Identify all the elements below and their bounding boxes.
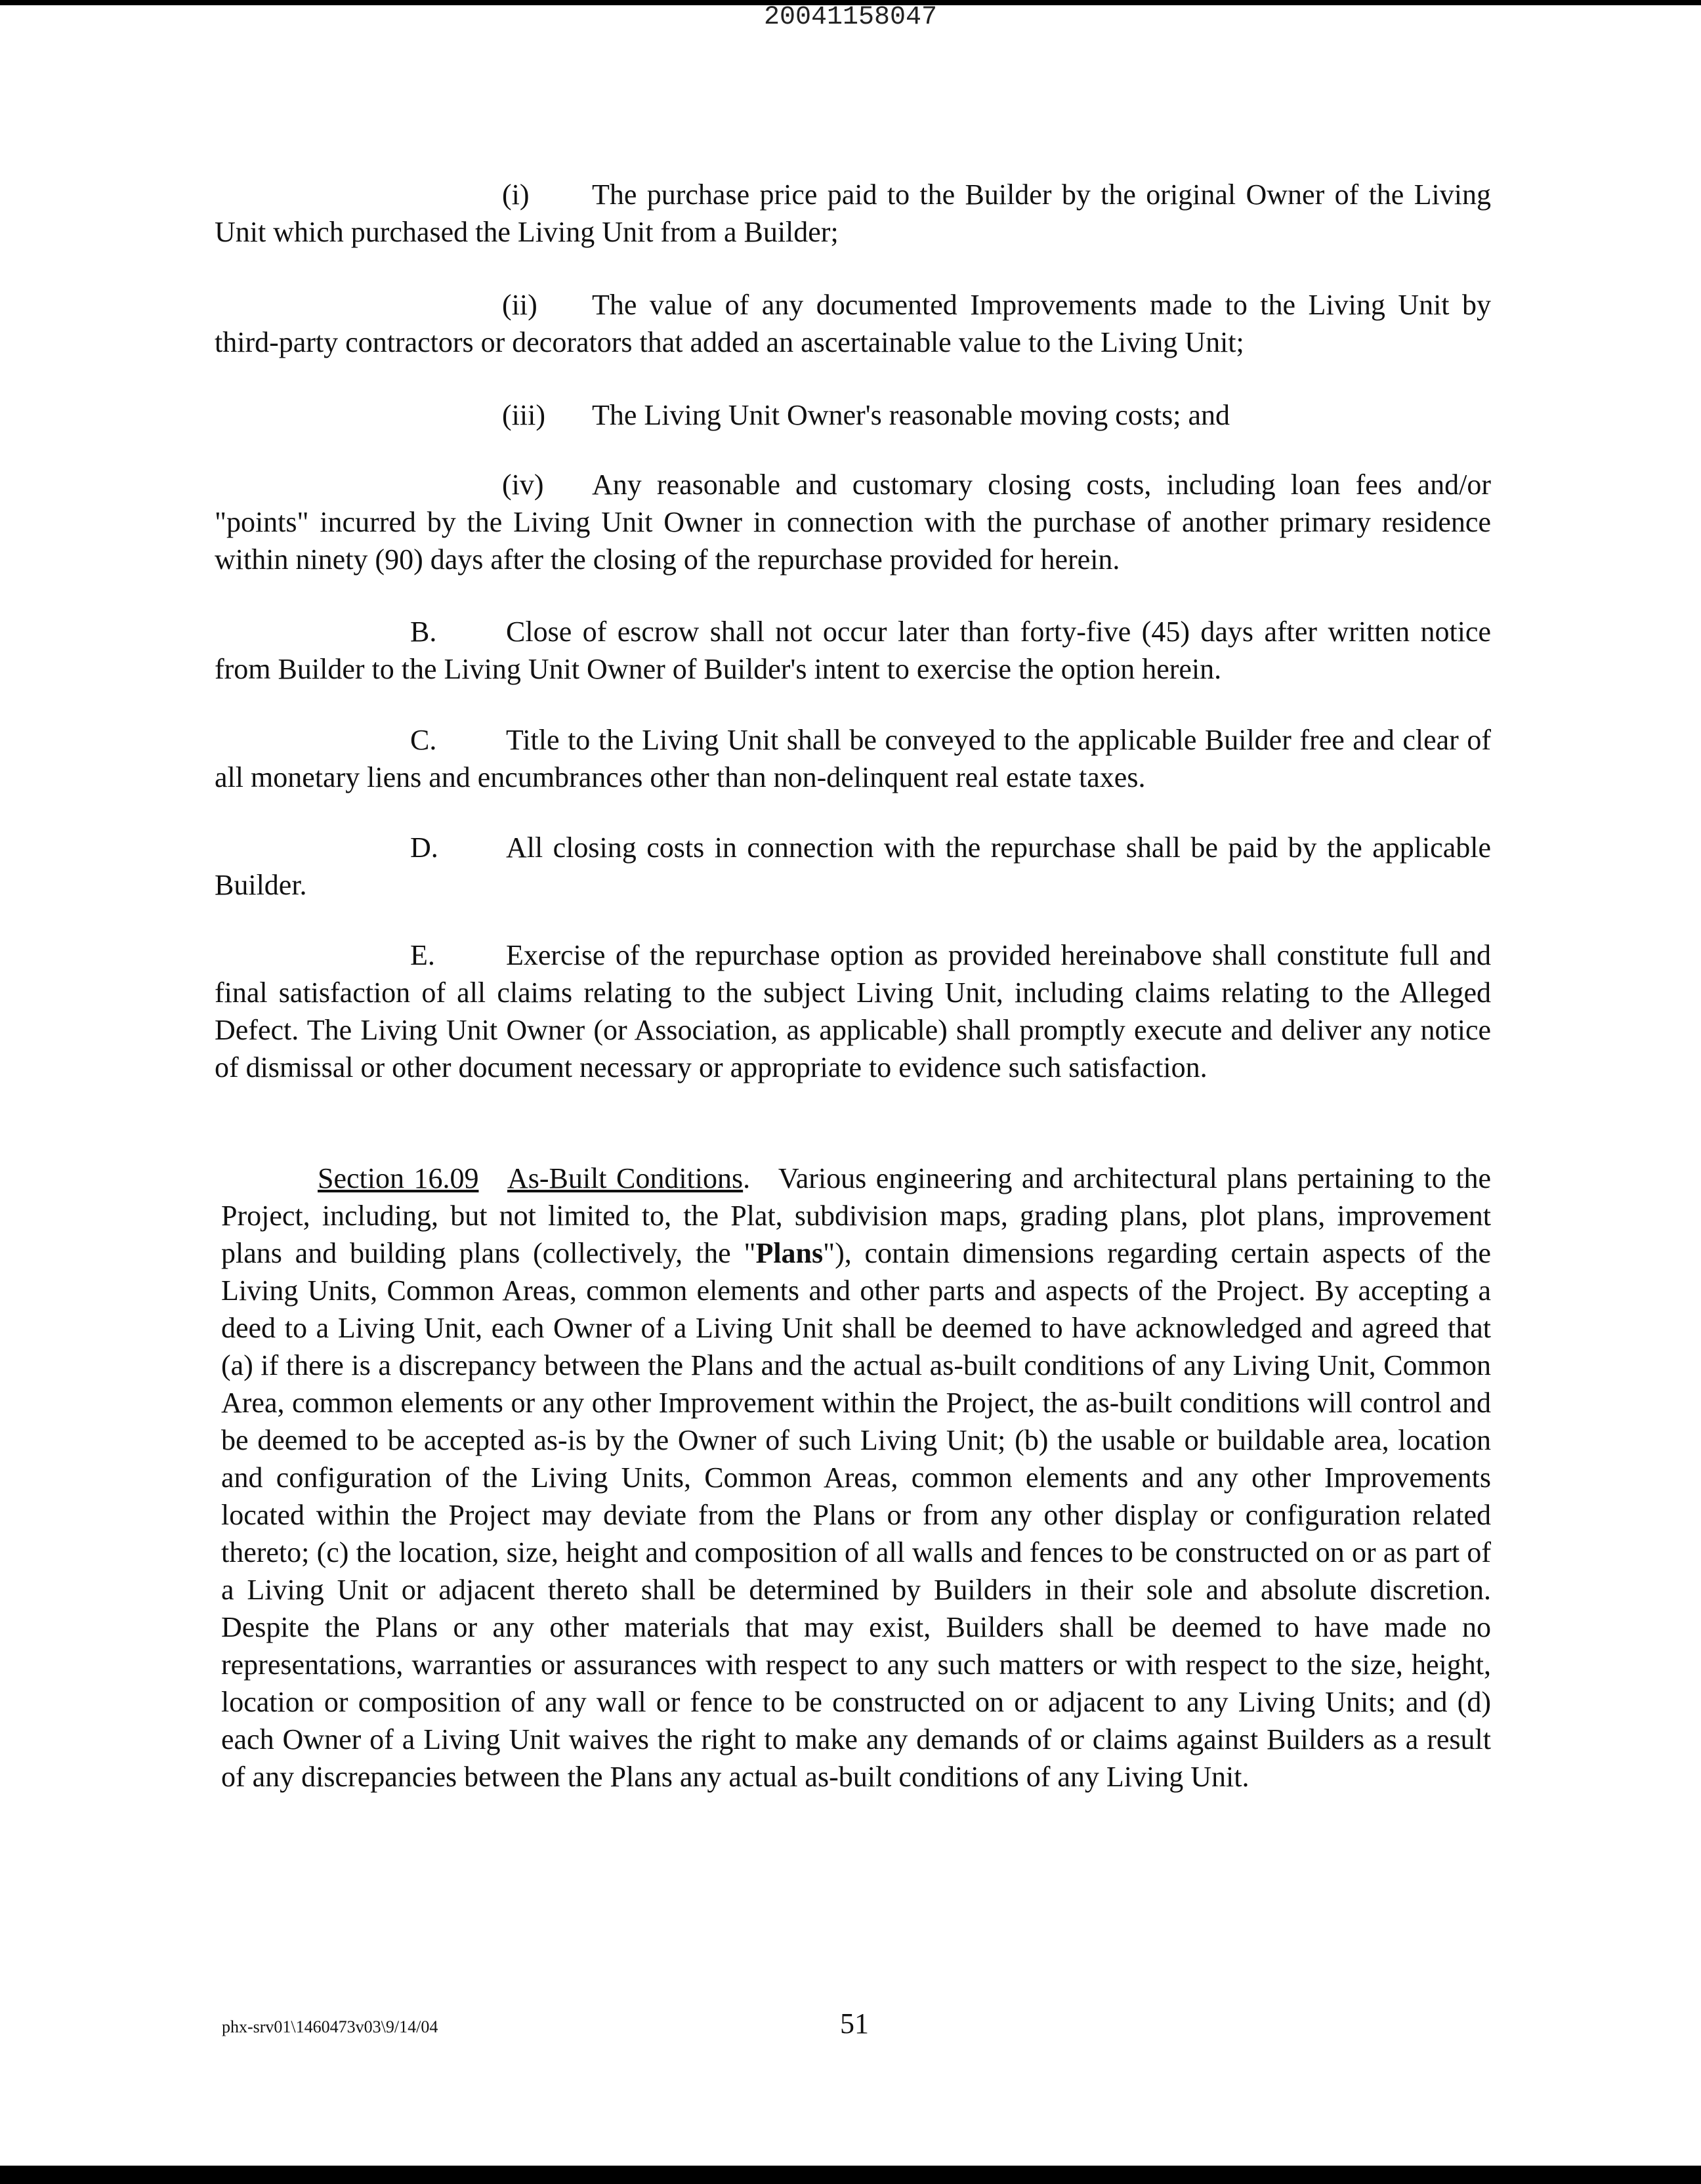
clause-ii-text: The value of any documented Improvements made to the Living Unit by third-party contractors or decorators that added an ascertainable value to the Living Unit; — [215, 289, 1491, 358]
clause-i-text: The purchase price paid to the Builder by the original Owner of the Living Unit which purchased the Living Unit from a Builder; — [215, 178, 1491, 248]
clause-i-label: (i) — [502, 178, 530, 211]
section-title: As-Built Conditions — [507, 1162, 744, 1194]
clause-iii-label: (iii) — [502, 399, 545, 431]
section-number: Section 16.09 — [318, 1162, 479, 1194]
clause-ii-label: (ii) — [502, 289, 537, 321]
section-text-part-1: Various engineering and architectural plans pertaining to the Project, including, but not limited to, the Plat, subdivision maps, grading plans, plot plans, improvement plans and building plans (collectively, the " — [221, 1162, 1491, 1269]
section-text-part-2: "), contain dimensions regarding certain aspects of the Living Units, Common Areas, common elements and other parts and aspects of the Project. By accepting a deed to a Living Unit, each Owner of a Living Unit shall be deemed to have acknowledged and agreed that (a) if there is a discrepancy between the Plans and the actual as-built conditions of any Living Unit, Common Area, common elements or any other Improvement within the Project, the as-built conditions will control and be deemed to be accepted as-is by the Owner of such Living Unit; (b) the usable or buildable area, location and configuration of the Living Units, Common Areas, common elements and any other Improvements located within the Project may deviate from the Plans or from any other display or configuration related thereto; (c) the location, size, height and composition of all walls and fences to be constructed on or as part of a Living Unit or adjacent thereto shall be determined by Builders in their sole and absolute discretion. Despite the Plans or any other materials that may exist, Builders shall be deemed to have made no representations, warranties or assurances with respect to any such matters or with respect to the size, height, location or composition of any wall or fence to be constructed on or adjacent to any Living Units; and (d) each Owner of a Living Unit waives the right to make any demands of or claims against Builders as a result of any discrepancies between the Plans any actual as-built conditions of any Living Unit. — [221, 1237, 1491, 1793]
clause-iv — [215, 466, 1491, 578]
clause-e-label: E. — [410, 939, 435, 971]
clause-b-text: Close of escrow shall not occur later than forty-five (45) days after written notice from Builder to the Living Unit Owner of Builder's intent to exercise the option herein. — [215, 616, 1491, 685]
clause-iv-text: Any reasonable and customary closing costs, including loan fees and/or "points" incurred by the Living Unit Owner in connection with the purchase of another primary residence within ninety (90) days after the closing of the repurchase provided for herein. — [215, 469, 1491, 576]
clause-c-text: Title to the Living Unit shall be conveyed to the applicable Builder free and clear of all monetary liens and encumbrances other than non-delinquent real estate taxes. — [215, 724, 1491, 793]
document-number: 20041158047 — [763, 3, 938, 32]
clause-d — [215, 829, 1491, 904]
clause-ii — [215, 286, 1491, 361]
clause-c-label: C. — [410, 724, 437, 756]
clause-iii — [215, 396, 1491, 434]
clause-c — [215, 721, 1491, 796]
section-16-09: Section 16.09 As-Built Conditions. Various engineering and architectural plans pertaining to the Project, including, but not limited to, the Plat, subdivision maps, grading plans, plot plans, improvement plans and building plans (collectively, the "Plans"), contain dimensions regarding certain aspects of the Living Units, Common Areas, common elements and other parts and aspects of the Project. By accepting a deed to a Living Unit, each Owner of a Living Unit shall be deemed to have acknowledged and agreed that (a) if there is a discrepancy between the Plans and the actual as-built conditions of any Living Unit, Common Area, common elements or any other Improvement within the Project, the as-built conditions will control and be deemed to be accepted as-is by the Owner of such Living Unit; (b) the usable or buildable area, location and configuration of the Living Units, Common Areas, common elements and any other Improvements located within the Project may deviate from the Plans or from any other display or configuration related thereto; (c) the location, size, height and composition of all walls and fences to be constructed on or as part of a Living Unit or adjacent thereto shall be determined by Builders in their sole and absolute discretion. Despite the Plans or any other materials that may exist, Builders shall be deemed to have made no representations, warranties or assurances with respect to any such matters or with respect to the size, height, location or composition of any wall or fence to be constructed on or adjacent to any Living Units; and (d) each Owner of a Living Unit waives the right to make any demands of or claims against Builders as a result of any discrepancies between the Plans any actual as-built conditions of any Living Unit. — [221, 1162, 1491, 1793]
clause-e — [215, 936, 1491, 1086]
clause-e-text: Exercise of the repurchase option as provided hereinabove shall constitute full and final satisfaction of all claims relating to the subject Living Unit, including claims relating to the Alleged Defect. The Living Unit Owner (or Association, as applicable) shall promptly execute and deliver any notice of dismissal or other document necessary or appropriate to evidence such satisfaction. — [215, 939, 1491, 1083]
clause-d-text: All closing costs in connection with the repurchase shall be paid by the applicable Builder. — [215, 831, 1491, 901]
clause-b — [215, 613, 1491, 688]
clause-i — [215, 176, 1491, 251]
page-number: 51 — [840, 2007, 869, 2040]
defined-term-plans: Plans — [755, 1237, 824, 1269]
clause-b-label: B. — [410, 616, 437, 648]
footer-file-reference: phx-srv01\1460473v03\9/14/04 — [222, 2017, 438, 2036]
scan-border-bottom — [0, 2166, 1701, 2184]
clause-d-label: D. — [410, 831, 438, 864]
clause-iv-label: (iv) — [502, 469, 544, 501]
clause-iii-text: The Living Unit Owner's reasonable moving costs; and — [592, 399, 1230, 431]
